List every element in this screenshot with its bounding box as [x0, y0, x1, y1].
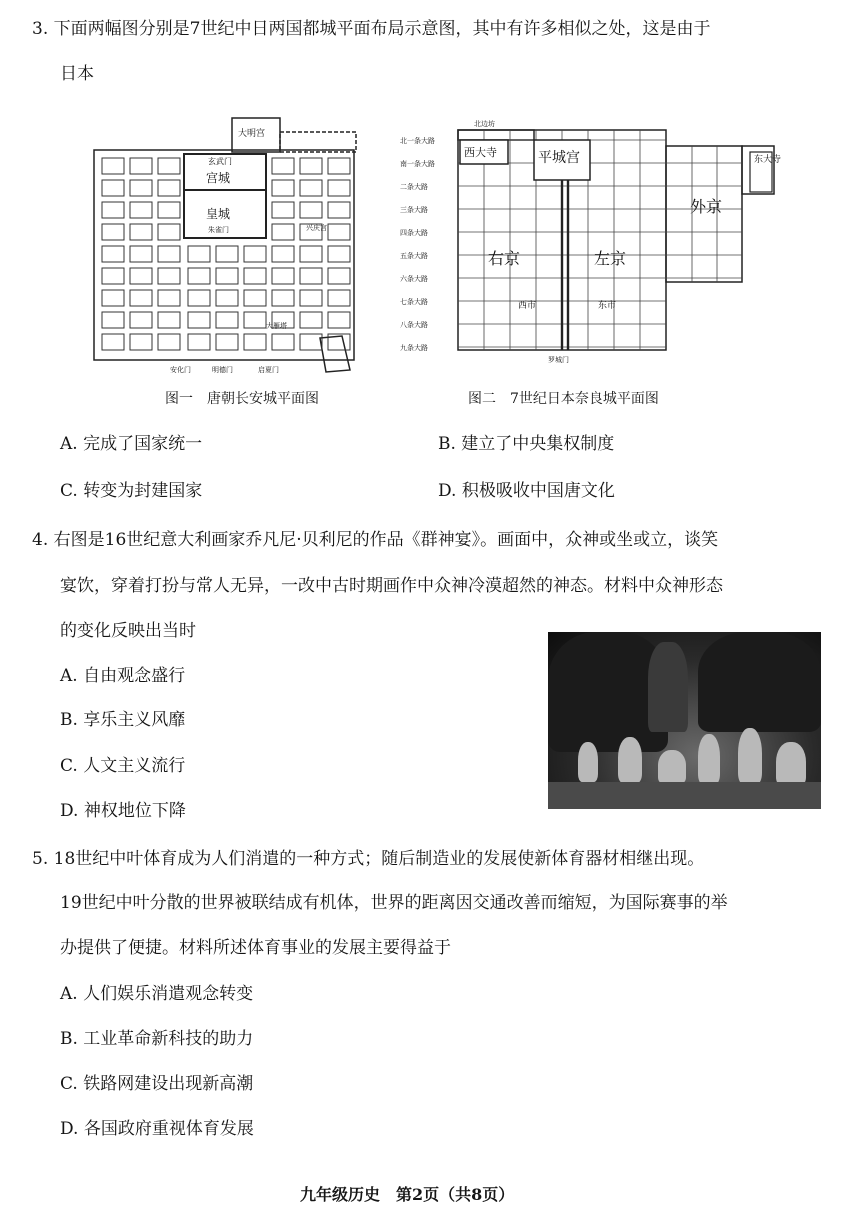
q5-stem-line3: 办提供了便捷。材料所述体育事业的发展主要得益于: [60, 938, 451, 958]
ward-block: [300, 290, 322, 306]
ward-block: [158, 268, 180, 284]
road-label: 二条大路: [400, 183, 428, 191]
ward-block: [300, 334, 322, 350]
q4-option-b: B. 享乐主义风靡: [60, 710, 186, 730]
ward-block: [102, 224, 124, 240]
fig2-label-youjing: 右京: [488, 249, 521, 268]
fig1-label-anhuamen: 安化门: [170, 366, 191, 374]
ward-block: [272, 246, 294, 262]
fig2-label-xidasi: 西大寺: [464, 146, 497, 159]
ward-block: [130, 202, 152, 218]
ward-block: [216, 246, 238, 262]
ward-block: [244, 246, 266, 262]
ward-block: [130, 180, 152, 196]
fig1-label-gongcheng: 宫城: [206, 171, 231, 185]
ward-block: [300, 158, 322, 174]
ward-block: [216, 312, 238, 328]
ward-block: [328, 224, 350, 240]
ward-block: [102, 334, 124, 350]
ward-block: [328, 158, 350, 174]
ward-block: [244, 312, 266, 328]
q3-option-b: B. 建立了中央集权制度: [438, 434, 615, 454]
ward-block: [328, 312, 350, 328]
ward-block: [272, 334, 294, 350]
road-label: 六条大路: [400, 275, 428, 283]
q3-option-d: D. 积极吸收中国唐文化: [438, 481, 615, 501]
ward-block: [216, 290, 238, 306]
road-label: 三条大路: [400, 206, 428, 214]
nara-city-map: [398, 112, 788, 380]
fig1-label-qixiamen: 启夏门: [258, 366, 279, 374]
ward-block: [300, 312, 322, 328]
ward-block: [158, 224, 180, 240]
ward-block: [272, 290, 294, 306]
ward-block: [102, 158, 124, 174]
ward-block: [102, 268, 124, 284]
fig1-label-dayanta: 大雁塔: [266, 322, 287, 330]
ward-block: [130, 290, 152, 306]
ward-block: [328, 268, 350, 284]
fig1-label-zhuquemen: 朱雀门: [208, 226, 229, 234]
ward-block: [130, 334, 152, 350]
fig1-label-xuanwumen: 玄武门: [208, 157, 232, 166]
q4-stem-line1: 4. 右图是16世纪意大利画家乔凡尼·贝利尼的作品《群神宴》。画面中，众神或坐或立，谈笑: [32, 530, 719, 550]
ward-block: [102, 202, 124, 218]
ward-block: [300, 202, 322, 218]
road-label: 南一条大路: [400, 160, 435, 168]
road-label: 四条大路: [400, 229, 428, 237]
road-label: 八条大路: [400, 321, 428, 329]
q5-stem-line2: 19世纪中叶分散的世界被联结成有机体，世界的距离因交通改善而缩短，为国际赛事的举: [60, 893, 728, 913]
ward-block: [216, 268, 238, 284]
fig1-label-huangcheng: 皇城: [206, 207, 231, 221]
ward-block: [130, 312, 152, 328]
ward-block: [300, 246, 322, 262]
q4-option-c: C. 人文主义流行: [60, 756, 186, 776]
fig2-label-beijingfang: 北边坊: [474, 120, 495, 128]
ward-block: [188, 268, 210, 284]
ward-block: [158, 290, 180, 306]
ward-block: [102, 312, 124, 328]
fig2-label-xishi: 西市: [518, 301, 537, 311]
ward-block: [300, 180, 322, 196]
fig2-label-dongshi: 东市: [598, 301, 617, 311]
ward-block: [158, 202, 180, 218]
q5-option-c: C. 铁路网建设出现新高潮: [60, 1074, 254, 1094]
ward-block: [102, 180, 124, 196]
ward-block: [244, 290, 266, 306]
ward-block: [328, 202, 350, 218]
ward-block: [272, 158, 294, 174]
ward-block: [272, 180, 294, 196]
fig2-label-waijing: 外京: [690, 197, 723, 216]
ward-block: [216, 334, 238, 350]
road-label: 北一条大路: [400, 137, 435, 145]
ward-block: [300, 268, 322, 284]
fig2-label-zuojing: 左京: [594, 249, 627, 268]
q4-stem-line3: 的变化反映出当时: [60, 621, 196, 641]
q3-stem-line2: 日本: [60, 64, 94, 84]
ward-block: [130, 224, 152, 240]
feast-of-the-gods-painting: [548, 632, 821, 809]
ward-block: [158, 158, 180, 174]
ward-block: [244, 268, 266, 284]
ward-block: [130, 246, 152, 262]
ward-block: [130, 268, 152, 284]
ward-block: [272, 224, 294, 240]
q5-option-d: D. 各国政府重视体育发展: [60, 1119, 254, 1139]
ward-block: [272, 202, 294, 218]
fig1-label-daminggong: 大明宫: [238, 129, 266, 139]
fig2-caption: 图二 7世纪日本奈良城平面图: [468, 391, 659, 407]
ward-block: [158, 180, 180, 196]
fig2-label-luochengmen: 罗城门: [548, 356, 569, 364]
ward-block: [130, 158, 152, 174]
ward-block: [272, 268, 294, 284]
q4-option-d: D. 神权地位下降: [60, 801, 186, 821]
q5-stem-line1: 5. 18世纪中叶体育成为人们消遣的一种方式；随后制造业的发展使新体育器材相继出现。: [32, 849, 705, 869]
ward-block: [158, 334, 180, 350]
ward-block: [188, 312, 210, 328]
ward-block: [188, 246, 210, 262]
road-label: 七条大路: [400, 298, 428, 306]
ward-block: [188, 334, 210, 350]
ward-block: [158, 312, 180, 328]
fig2-label-pingchenggong: 平城宫: [538, 150, 580, 166]
q4-stem-line2: 宴饮，穿着打扮与常人无异，一改中古时期画作中众神冷漠超然的神态。材料中众神形态: [60, 576, 723, 596]
fig1-caption: 图一 唐朝长安城平面图: [165, 391, 319, 407]
q3-option-a: A. 完成了国家统一: [60, 434, 203, 454]
q5-option-b: B. 工业革命新科技的助力: [60, 1029, 254, 1049]
ward-block: [158, 246, 180, 262]
q4-option-a: A. 自由观念盛行: [60, 666, 186, 686]
ward-block: [102, 290, 124, 306]
fig1-label-xingqinggong: 兴庆宫: [306, 224, 327, 232]
changan-city-map: [80, 108, 380, 380]
road-label: 九条大路: [400, 344, 428, 352]
ward-block: [102, 246, 124, 262]
ward-block: [328, 290, 350, 306]
ward-block: [328, 180, 350, 196]
fig2-label-dongdasi: 东大寺: [754, 155, 782, 165]
fig1-label-mingdemen: 明德门: [212, 366, 233, 374]
road-label: 五条大路: [400, 252, 428, 260]
q3-option-c: C. 转变为封建国家: [60, 481, 203, 501]
q3-stem-line1: 3. 下面两幅图分别是7世纪中日两国都城平面布局示意图，其中有许多相似之处，这是由于: [32, 19, 711, 39]
q5-option-a: A. 人们娱乐消遣观念转变: [60, 984, 254, 1004]
ward-block: [188, 290, 210, 306]
ward-block: [244, 334, 266, 350]
page-footer: 九年级历史 第2页（共8页）: [300, 1185, 515, 1204]
ward-block: [328, 246, 350, 262]
